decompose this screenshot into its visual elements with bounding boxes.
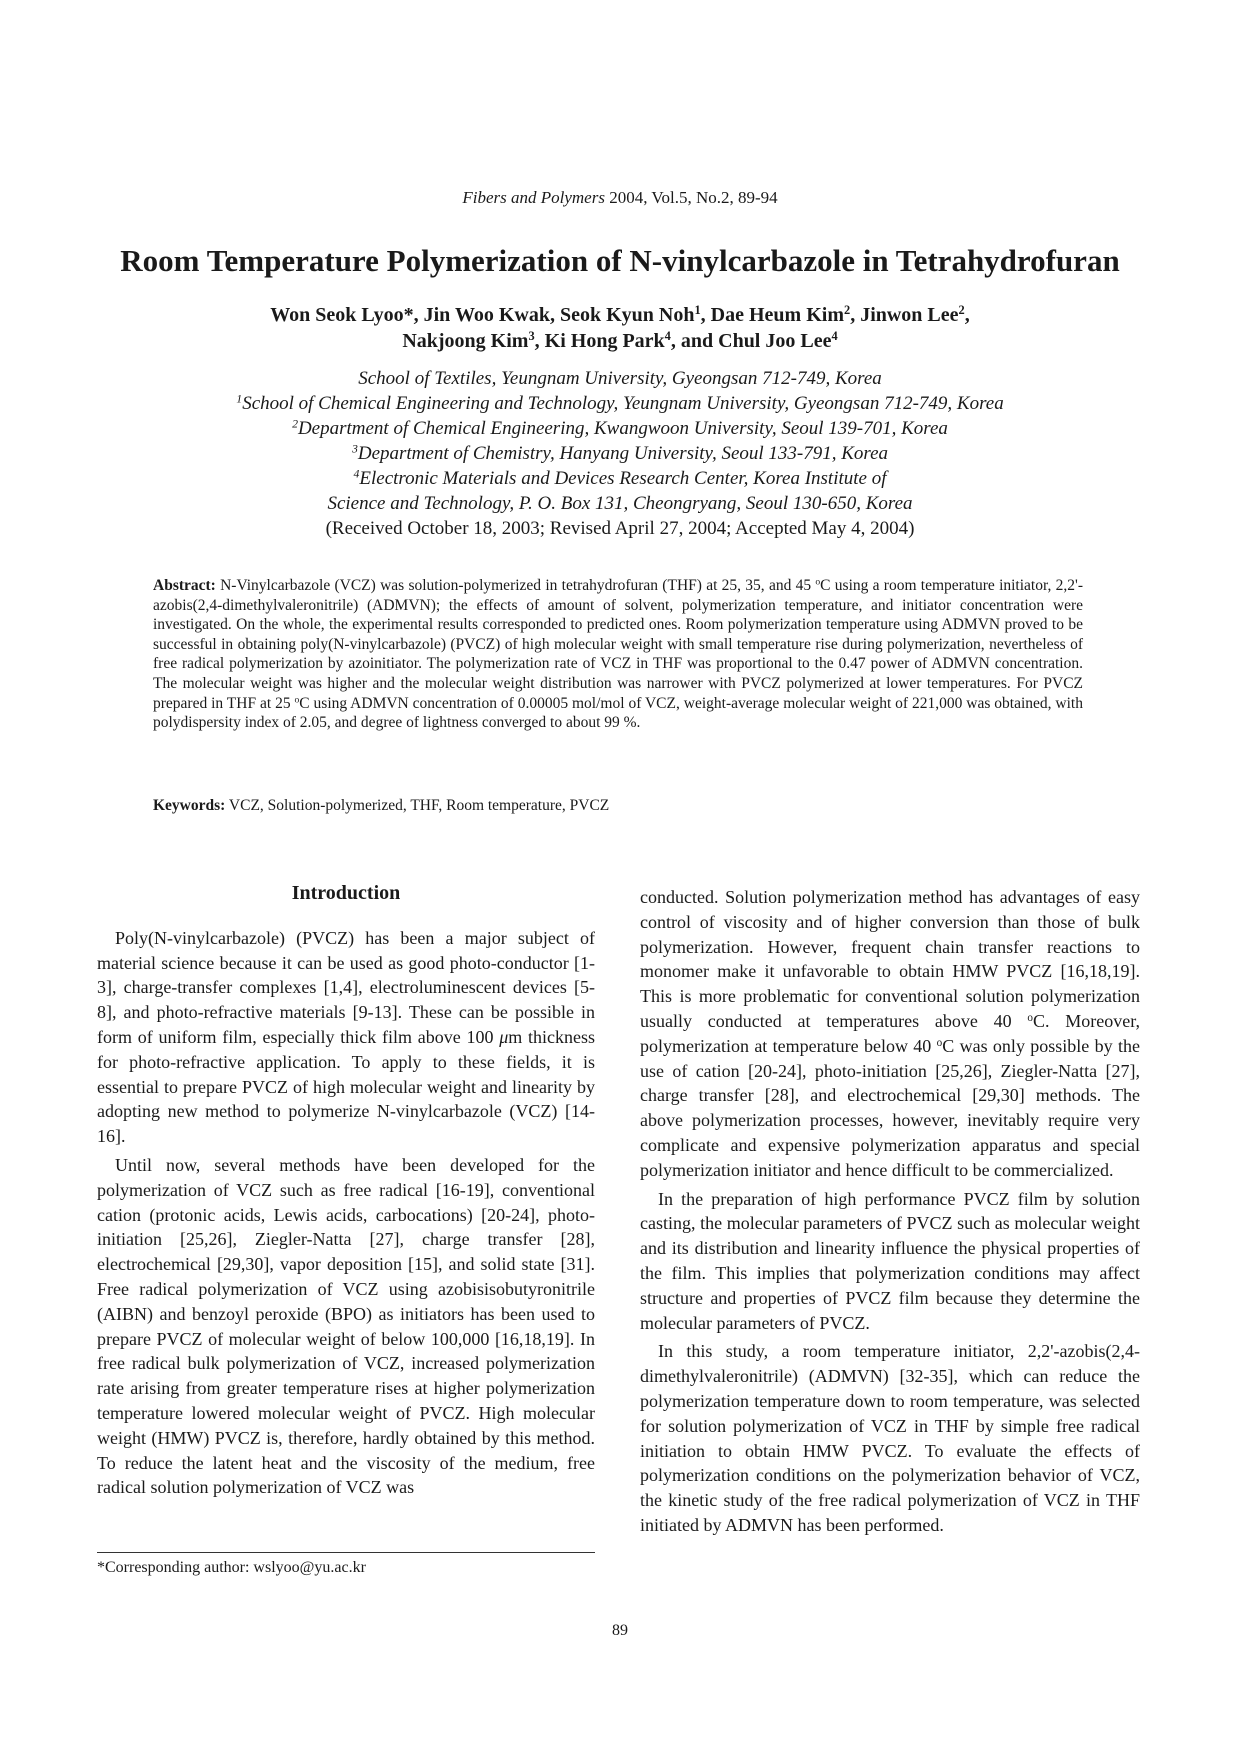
paragraph — [97, 926, 595, 1149]
author-text: , Ki Hong Park — [534, 330, 665, 352]
degree-sup: o — [294, 694, 300, 706]
paragraph-text: C. Moreover, polymerization at temperature below 40 — [640, 1010, 1140, 1056]
affiliation-text: School of Chemical Engineering and Technology, Yeungnam University, Gyeongsan 712-749, Korea — [242, 393, 1004, 414]
footnote-divider — [97, 1552, 595, 1553]
author-text: Nakjoong Kim — [402, 330, 529, 352]
mu-symbol: μ — [499, 1026, 509, 1047]
column-right — [640, 885, 1140, 1538]
author-text: , — [964, 304, 970, 326]
paragraph: Until now, several methods have been developed for the polymerization of VCZ such as free radical [16-19], conventional cation (protonic acids, Lewis acids, carbocations) [20-24], photo-initiation [25,26], Ziegler-Natta [27], charge transfer [28], electrochemical [29,30], vapor deposition [15], and solid state [31]. Free radical polymerization of VCZ using azobisisobutyronitrile (AIBN) and benzoyl peroxide (BPO) as initiators has been used to prepare PVCZ of molecular weight of below 100,000 [16,18,19]. In free radical bulk polymerization of VCZ, increased polymerization rate arising from greater temperature rises at higher polymerization temperature lowered molecular weight of PVCZ. High molecular weight (HMW) PVCZ is, therefore, hardly obtained by this method. To reduce the latent heat and the viscosity of the medium, free radical solution polymerization of VCZ was — [97, 1154, 595, 1498]
affiliation-text: Department of Chemistry, Hanyang University, Seoul 133-791, Korea — [357, 443, 889, 464]
section-heading: Introduction — [291, 882, 401, 904]
author-sup: 3 — [528, 329, 535, 344]
affiliation: Science and Technology, P. O. Box 131, Cheongryang, Seoul 130-650, Korea — [327, 493, 913, 514]
paragraph: In this study, a room temperature initiator, 2,2'-azobis(2,4-dimethylvaleronitrile) (ADMVN) [32-35], which can reduce the polymerization temperature down to room temperature, was selected for solution polymerization of VCZ in THF by simple free radical initiation to obtain HMW PVCZ. To evaluate the effects of polymerization conditions on the polymerization behavior of VCZ, the kinetic study of the free radical polymerization of VCZ in THF initiated by ADMVN has been performed. — [640, 1341, 1140, 1535]
paragraph — [640, 885, 1140, 1183]
abstract-text: C using a room temperature initiator, 2,2'-azobis(2,4-dimethylvaleronitrile) (ADMVN); the effects of amount of solvent, polymerization temperature, and initiator concentration were investigated. On the whole, the experimental results corresponded to predicted ones. Room polymerization temperature using ADMVN proved to be successful in obtaining poly(N-vinylcarbazole) (PVCZ) of high molecular weight with small temperature rise during polymerization, nevertheless of free radical polymerization by azoinitiator. The polymerization rate of VCZ in THF was proportional to the 0.47 power of ADMVN concentration. The molecular weight was higher and the molecular weight distribution was narrower with PVCZ polymerized at lower temperatures. For PVCZ prepared in THF at 25 — [153, 577, 1083, 712]
paragraph: In the preparation of high performance PVCZ film by solution casting, the molecular parameters of PVCZ such as molecular weight and its distribution and linearity influence the physical properties of the film. This implies that polymerization conditions may affect structure and properties of PVCZ film because they determine the molecular parameters of PVCZ. — [640, 1188, 1140, 1333]
abstract-text: N-Vinylcarbazole (VCZ) was solution-polymerized in tetrahydrofuran (THF) at 25, 35, and 45 — [215, 577, 816, 594]
degree-sup: o — [936, 1036, 943, 1049]
author-sup: 1 — [694, 303, 701, 318]
author-sup: 4 — [664, 329, 671, 344]
author-text: , Dae Heum Kim — [700, 304, 844, 326]
journal-details: 2004, Vol.5, No.2, 89-94 — [609, 188, 778, 207]
affiliation — [0, 466, 1240, 491]
affiliation — [0, 391, 1240, 416]
page-number: 89 — [612, 1622, 628, 1639]
affiliation-sup: 2 — [292, 417, 298, 431]
abstract-text: C using ADMVN concentration of 0.00005 mol/mol of VCZ, weight-average molecular weight of 221,000 was obtained, with polydispersity index of 2.05, and degree of lightness converged to about 99 %. — [153, 694, 1083, 732]
author-text: Won Seok Lyoo*, Jin Woo Kwak, Seok Kyun Noh — [270, 304, 695, 326]
affiliation — [0, 416, 1240, 441]
author-line-1 — [0, 302, 1240, 328]
abstract-label: Abstract: — [153, 577, 216, 594]
affiliation-sup: 1 — [236, 392, 243, 406]
degree-sup: o — [1027, 1011, 1033, 1024]
author-sup: 2 — [958, 303, 965, 318]
keywords-text: VCZ, Solution-polymerized, THF, Room temperature, PVCZ — [225, 797, 610, 814]
journal-name: Fibers and Polymers — [462, 188, 605, 207]
footnote: *Corresponding author: wslyoo@yu.ac.kr — [97, 1559, 366, 1576]
degree-sup: o — [815, 576, 821, 588]
affiliation-text: Department of Chemical Engineering, Kwangwoon University, Seoul 139-701, Korea — [297, 418, 948, 439]
author-sup: 2 — [843, 303, 851, 318]
paragraph-text: conducted. Solution polymerization method has advantages of easy control of viscosity and of higher conversion than those of bulk polymerization. However, frequent chain transfer reactions to monomer make it unfavorable to obtain HMW PVCZ [16,18,19]. This is more problematic for conventional solution polymerization usually conducted at temperatures above 40 — [640, 887, 1140, 1031]
author-text: , and Chul Joo Lee — [670, 330, 832, 352]
paragraph-text: m thickness for photo-refractive application. To apply to these fields, it is essential to prepare PVCZ of high molecular weight and linearity by adopting new method to polymerize N-vinylcarbazole (VCZ) [14-16]. — [97, 1026, 595, 1147]
journal-header — [0, 188, 1240, 208]
keywords-label: Keywords: — [153, 797, 226, 814]
paragraph-text: C was only possible by the use of cation [20-24], photo-initiation [25,26], Ziegler-Natta [27], charge transfer [28], and electrochemical [29,30] methods. The above polymerization processes, however, inevitably require very complicate and expensive polymerization apparatus and special polymerization initiator and hence difficult to be commercialized. — [640, 1035, 1140, 1180]
affiliation-text: Electronic Materials and Devices Research Center, Korea Institute of — [359, 468, 887, 489]
paper-title: Room Temperature Polymerization of N-vinylcarbazole in Tetrahydrofuran — [120, 243, 1120, 278]
affiliation: School of Textiles, Yeungnam University, Gyeongsan 712-749, Korea — [358, 368, 882, 389]
author-list — [0, 302, 1240, 354]
abstract — [153, 576, 1083, 733]
column-left — [97, 881, 595, 1500]
received-dates: (Received October 18, 2003; Revised April 27, 2004; Accepted May 4, 2004) — [325, 518, 915, 539]
affiliation-sup: 4 — [353, 467, 360, 481]
author-line-2 — [0, 328, 1240, 354]
author-sup: 4 — [831, 329, 838, 344]
paragraph-text: Poly(N-vinylcarbazole) (PVCZ) has been a major subject of material science because it can be used as good photo-conductor [1-3], charge-transfer complexes [1,4], electroluminescent devices [5-8], and photo-refractive materials [9-13]. These can be possible in form of uniform film, especially thick film above 100 — [97, 927, 595, 1047]
author-text: , Jinwon Lee — [850, 304, 959, 326]
affiliation-sup: 3 — [351, 442, 358, 456]
affiliation-list — [0, 366, 1240, 541]
affiliation — [0, 441, 1240, 466]
keywords — [153, 797, 1083, 815]
